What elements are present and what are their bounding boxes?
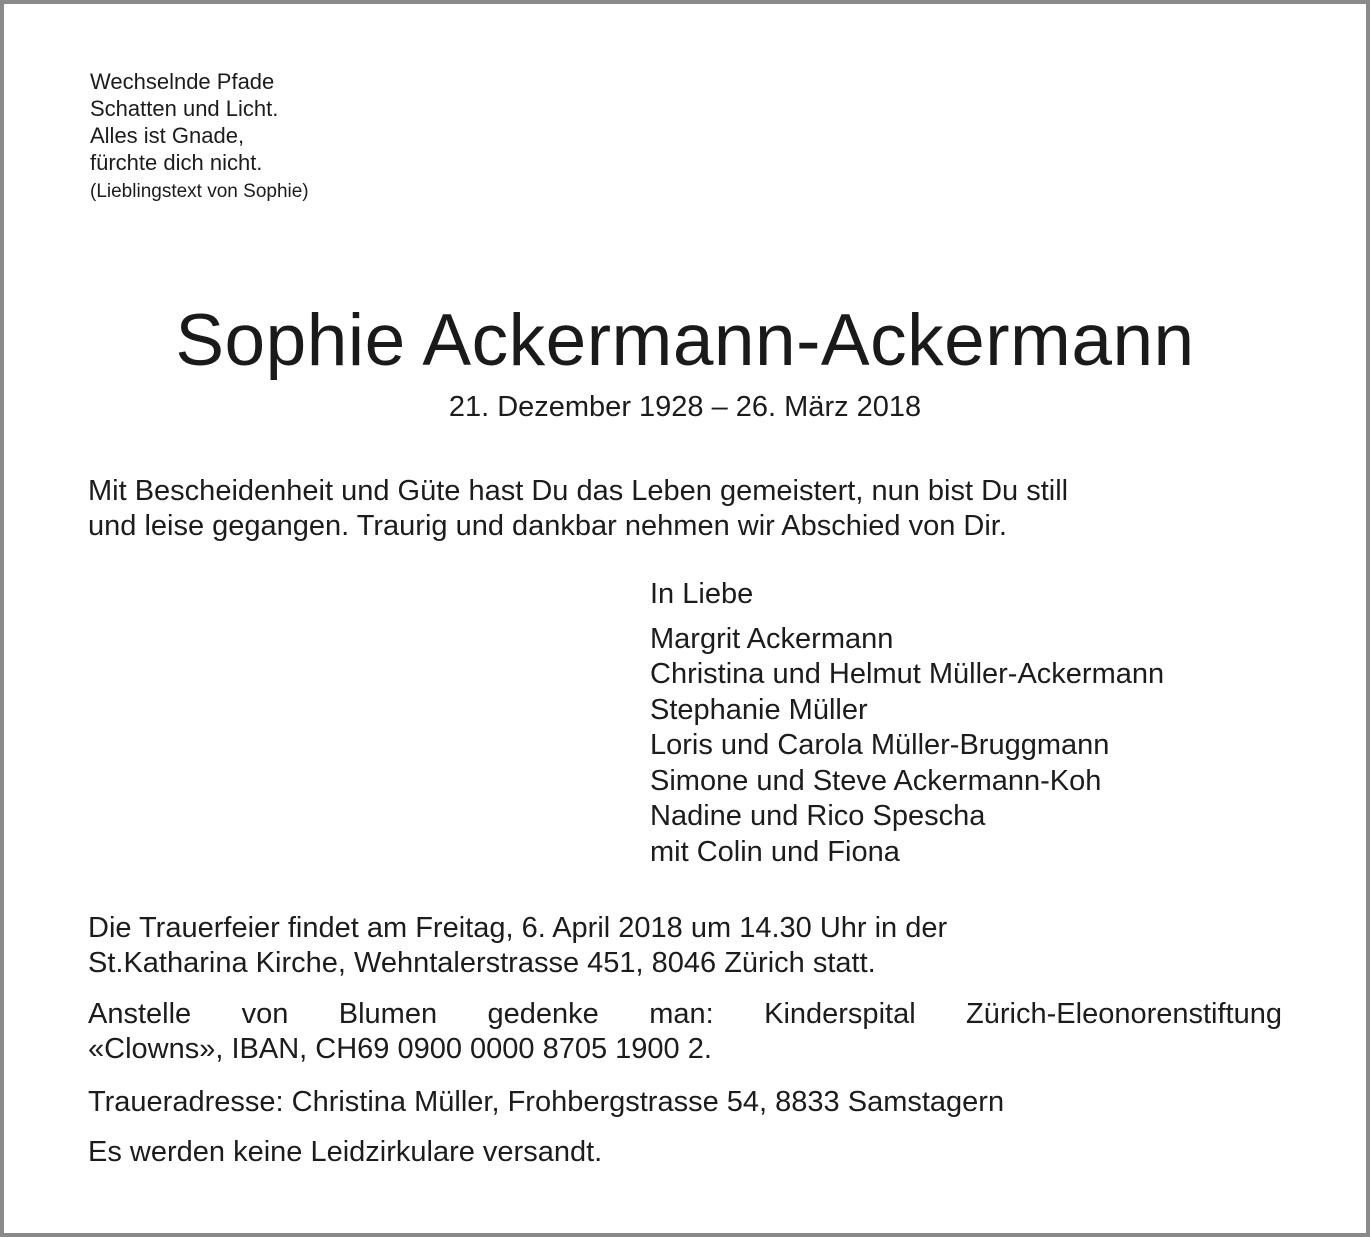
poem-line: fürchte dich nicht.	[90, 150, 263, 175]
mourner-name: Loris und Carola Müller-Bruggmann	[650, 729, 1110, 761]
address-line: Traueradresse: Christina Müller, Frohbergstrasse 54, 8833 Samstagern	[88, 1086, 1005, 1118]
poem-line: Schatten und Licht.	[90, 96, 279, 121]
mourner-name: mit Colin und Fiona	[650, 835, 900, 868]
tribute-line: Mit Bescheidenheit und Güte hast Du das Leben gemeistert, nun bist Du still	[88, 475, 1069, 507]
funeral-service-info	[88, 911, 1282, 981]
donation-line: «Clowns», IBAN, CH69 0900 0000 8705 1900 2.	[88, 1033, 712, 1065]
deceased-name: Sophie Ackermann-Ackermann	[175, 300, 1195, 381]
poem-credit: (Lieblingstext von Sophie)	[90, 181, 309, 202]
circulars-note	[88, 1135, 1282, 1170]
donation-info	[88, 997, 1282, 1067]
poem-block	[90, 68, 309, 204]
mourner-name: Stephanie Müller	[650, 693, 868, 726]
service-line: Die Trauerfeier findet am Freitag, 6. April 2018 um 14.30 Uhr in der	[88, 912, 948, 944]
poem-line: Wechselnde Pfade	[90, 69, 275, 94]
tribute-line: und leise gegangen. Traurig und dankbar nehmen wir Abschied von Dir.	[88, 510, 1007, 542]
mourners-intro: In Liebe	[650, 578, 754, 610]
mourner-name: Margrit Ackermann	[650, 622, 894, 655]
tribute-text	[88, 474, 1282, 544]
mourners-list	[650, 577, 1164, 870]
life-dates: 21. Dezember 1928 – 26. März 2018	[448, 391, 922, 423]
mourner-name: Christina und Helmut Müller-Ackermann	[650, 658, 1165, 690]
mourner-name: Simone und Steve Ackermann-Koh	[650, 764, 1102, 797]
service-line: St.Katharina Kirche, Wehntalerstrasse 451, 8046 Zürich statt.	[88, 947, 876, 979]
mourner-name: Nadine und Rico Spescha	[650, 800, 986, 832]
donation-line: Anstelle von Blumen gedenke man: Kinderspital Zürich-Eleonorenstiftung	[88, 998, 1282, 1030]
circulars-line: Es werden keine Leidzirkulare versandt.	[88, 1136, 603, 1168]
mourning-address	[88, 1085, 1282, 1120]
poem-line: Alles ist Gnade,	[90, 123, 245, 148]
